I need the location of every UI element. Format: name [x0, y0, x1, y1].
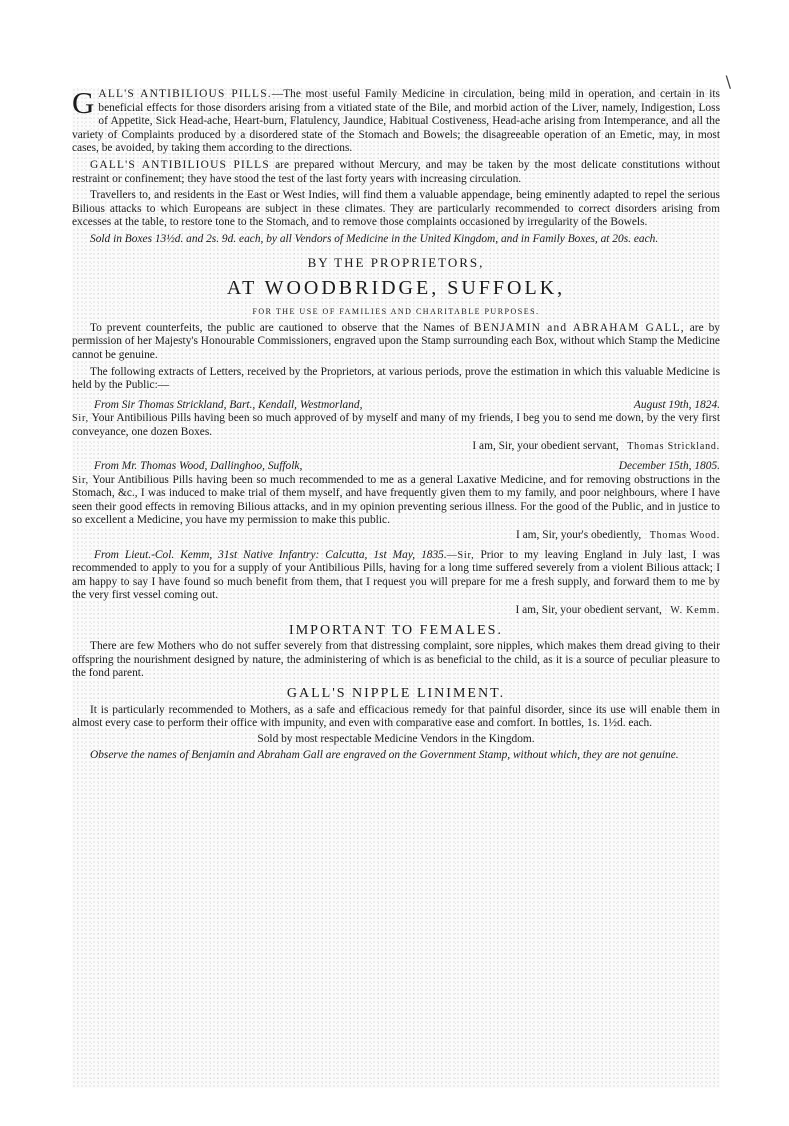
caution-names: BENJAMIN and ABRAHAM GALL, — [473, 321, 685, 334]
pills-description: are prepared without Mercury, and may be taken by the most delicate constitutions without restraint or confinement; they have stood the test of the last forty years with increasing circulation. — [72, 158, 720, 185]
caution-post: are by permission of her Majesty's Honourable Commissioners, engraved upon the Stamp surrounding each Box, without which Stamp the Medicine cannot be genuine. — [72, 321, 720, 361]
females-heading: IMPORTANT TO FEMALES. — [289, 622, 503, 638]
letter-3-body — [72, 549, 720, 603]
letter-2-signoff — [72, 529, 720, 543]
price-line: Sold in Boxes 13½d. and 2s. 9d. each, by all Vendors of Medicine in the United Kingdom, and in Family Boxes, at 20s. each. — [90, 232, 659, 245]
letter-1-salutation: Sir, — [72, 413, 89, 425]
intro-text: —The most useful Family Medicine in circulation, being mild in operation, and certain in its beneficial effects for those disorders arising from a vitiated state of the Bile, and morbid action of the Liver, namely, Indigestion, Loss of Appetite, Sick Head-ache, Heart-burn, Flatulency, Jaundice, Habitual Costiveness, Head-ache arising from Intemperance, and all the variety of Complaints produced by a disordered state of the Stomach and Bowels; the disagreeable operation of an Emetic, may, in most cases, be avoided, by taking them according to the directions. — [72, 88, 720, 155]
letter-3-signoff — [72, 604, 720, 618]
travellers-paragraph: Travellers to, and residents in the East or West Indies, will find them a valuable appendage, being eminently adapted to repel the serious Bilious attacks to which Europeans are subject in these climates. They are particularly recommended to correct disorders arising from excesses at the table, to restore tone to the Stomach, and to remove those complaints occasioned by irregularity of the Bowels. — [72, 189, 720, 229]
letter-2-from: From Mr. Thomas Wood, Dallinghoo, Suffolk, — [94, 460, 303, 473]
letter-1-text: Your Antibilious Pills having been so much approved of by myself and many of my friends, I beg you to send me down, by the very first conveyance, one dozen Boxes. — [72, 412, 720, 438]
extracts-intro: The following extracts of Letters, received by the Proprietors, at various periods, prove the estimation in which this valuable Medicine is held by the Public:— — [72, 365, 720, 392]
location-heading: AT WOODBRIDGE, SUFFOLK, — [226, 277, 566, 300]
letter-3-signature: W. Kemm. — [670, 605, 720, 616]
purpose-heading: FOR THE USE OF FAMILIES AND CHARITABLE PURPOSES. — [252, 307, 540, 317]
letter-2-text: Your Antibilious Pills having been so much recommended to me as a general Laxative Medicine, and for removing obstructions in the Stomach, &c., I was induced to make trial of them myself, and have frequently given them to my family, and poor neighbours, where I have seen their good effects in removing Bilious attacks, and in my opinion preventing serious illness. For the good of the Public, and in justice to so excellent a Medicine, you have my permission to make this public. — [72, 473, 720, 527]
letter-3-from: From Lieut.-Col. Kemm, 31st Native Infantry: Calcutta, 1st May, 1835. — [94, 548, 447, 561]
liniment-heading: GALL'S NIPPLE LINIMENT. — [286, 685, 506, 701]
letter-3-closing: I am, Sir, your obedient servant, — [515, 604, 662, 616]
letter-2-header — [72, 460, 720, 474]
caution-paragraph — [72, 322, 720, 363]
advertisement-page — [72, 85, 720, 1088]
liniment-paragraph: It is particularly recommended to Mothers, as a safe and efficacious remedy for that painful disorder, since its use will enable them in almost every case to perform their office with impunity, and even with comparative ease and comfort. In bottles, 1s. 1½d. each. — [72, 703, 720, 730]
letter-2-signature: Thomas Wood. — [649, 530, 720, 542]
females-paragraph: There are few Mothers who do not suffer severely from that distressing complaint, sore nipples, which makes them dread giving to their offspring the nourishment designed by nature, the administering of which is as beneficial to the child, as it is a source of peculiar pleasure to the fond parent. — [72, 640, 720, 680]
corner-mark: \ — [725, 72, 731, 91]
letter-1-header — [72, 399, 720, 413]
letter-1-closing: I am, Sir, your obedient servant, — [472, 440, 619, 453]
letter-3-salutation: —Sir, — [446, 549, 475, 561]
proprietors-heading: BY THE PROPRIETORS, — [307, 254, 485, 270]
drop-cap: G — [72, 85, 95, 120]
observe-line: Observe the names of Benjamin and Abraham Gall are engraved on the Government Stamp, without which, they are not genuine. — [90, 749, 679, 762]
caution-pre: To prevent counterfeits, the public are cautioned to observe that the Names of — [90, 321, 474, 334]
letter-1-from: From Sir Thomas Strickland, Bart., Kendall, Westmorland, — [94, 398, 363, 411]
letter-2-date: December 15th, 1805. — [618, 460, 720, 473]
letter-1-signature: Thomas Strickland. — [627, 441, 720, 453]
sold-line: Sold by most respectable Medicine Vendors in the Kingdom. — [257, 732, 535, 745]
letter-2-body — [72, 474, 720, 528]
intro-title: ALL'S ANTIBILIOUS PILLS. — [98, 88, 272, 100]
letter-3-text: Prior to my leaving England in July last, I was recommended to apply to you for a supply of your Antibilious Pills, having for a long time suffered severely from a violent Bilious attack; I am happy to say I have found so much benefit from them, that I request you will prepare for me a fresh supply, and forward them to me by the very first vessel coming out. — [72, 548, 720, 602]
letter-1-body — [72, 412, 720, 439]
letter-2-closing: I am, Sir, your's obediently, — [515, 529, 642, 542]
pills-description-paragraph — [72, 159, 720, 186]
pills-name: GALL'S ANTIBILIOUS PILLS — [90, 158, 270, 171]
letter-1-signoff — [72, 440, 720, 454]
letter-2-salutation: Sir, — [72, 474, 89, 486]
intro-paragraph — [72, 85, 720, 156]
letter-1-date: August 19th, 1824. — [633, 398, 720, 411]
